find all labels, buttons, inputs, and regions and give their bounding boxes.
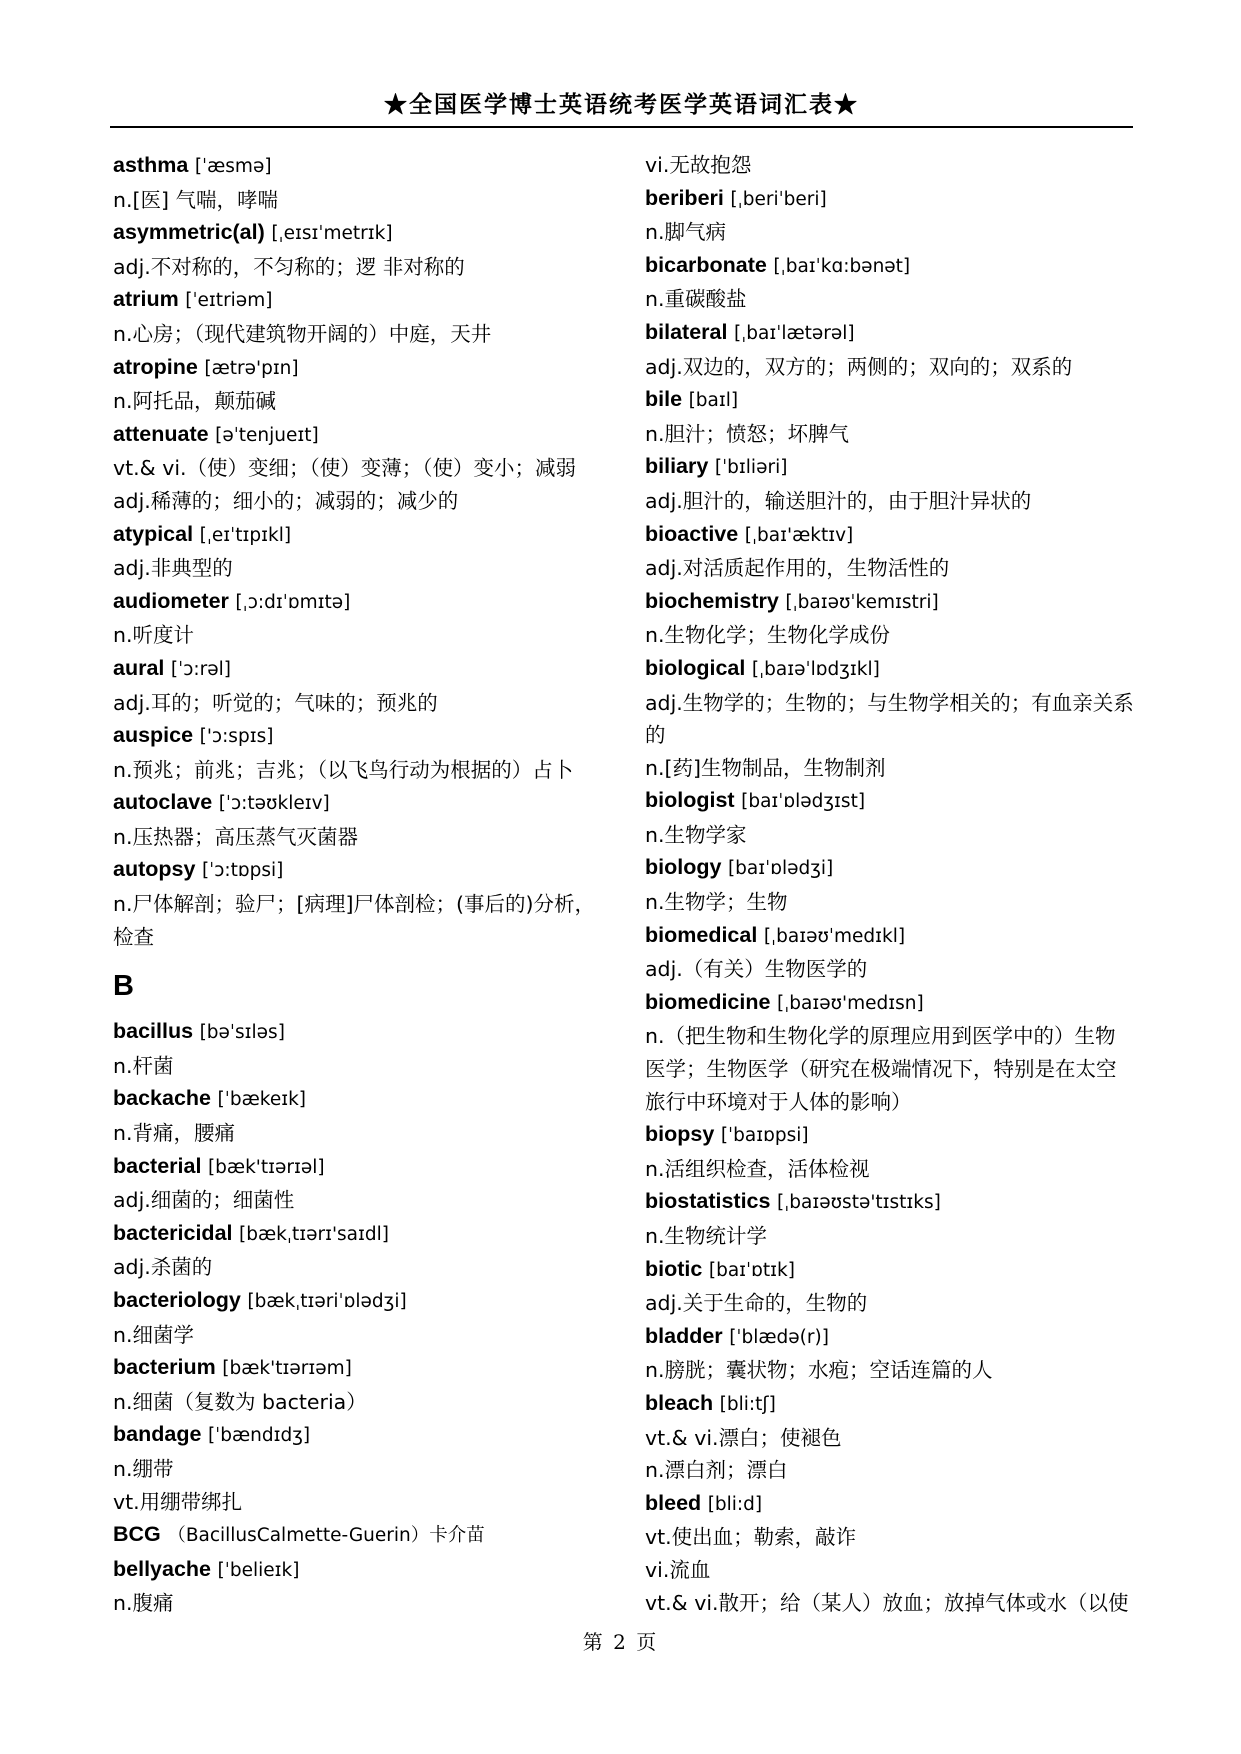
entry-word: autopsy — [113, 857, 196, 882]
entry-headline — [645, 182, 1135, 217]
page-number: 第 2 页 — [582, 1630, 659, 1654]
entry-headline — [113, 518, 603, 553]
entry-headline — [645, 1185, 1135, 1220]
entry-definition: vi.流血 — [645, 1557, 711, 1582]
entry-headline — [113, 1553, 603, 1588]
entry-phonetic: [ˈbɪliəri] — [714, 457, 788, 479]
entry-phonetic: [bækˌtɪəriˈɒlədʒi] — [247, 1291, 407, 1312]
entry-word: bile — [645, 387, 683, 412]
entry-phonetic: [bli:d] — [707, 1493, 763, 1515]
entry-phonetic: [ˌbaɪəʊˈkemɪstri] — [785, 591, 939, 613]
entry-word: bilateral — [645, 319, 728, 344]
entry-phonetic: [ˈɔ:tɒpsi] — [201, 860, 284, 882]
entry-phonetic: [bæk'tɪərɪəm] — [222, 1358, 352, 1380]
entry-phonetic: [ˌeɪˈtɪpɪkl] — [199, 524, 292, 546]
entry-definition: adj.对活质起作用的，生物活性的 — [645, 556, 950, 581]
entry-word: bacterial — [113, 1153, 202, 1178]
entry-word: audiometer — [113, 588, 229, 613]
entry-word: bactericidal — [113, 1220, 233, 1245]
entry-word: biomedical — [645, 922, 758, 947]
entry-phonetic: [ˌbaɪəʊstə'tɪstɪks] — [776, 1192, 941, 1214]
entry-definition: n.重碳酸盐 — [645, 287, 747, 312]
entry-phonetic: [baɪˈɒlədʒɪst] — [741, 791, 866, 813]
entry-phonetic: [ˈbaɪɒpsi] — [720, 1125, 809, 1147]
entry-definition: n.膀胱；囊状物；水疱；空话连篇的人 — [645, 1358, 993, 1383]
entry-definition: n.预兆；前兆；吉兆；（以飞鸟行动为根据的）占卜 — [113, 757, 574, 782]
entry-word: biology — [645, 855, 722, 880]
entry-headline — [645, 919, 1135, 954]
entry-definition: adj.不对称的，不匀称的；逻 非对称的 — [113, 254, 465, 279]
entry-headline — [113, 1150, 603, 1185]
entry-word: bioactive — [645, 521, 739, 546]
entry-headline — [113, 418, 603, 453]
entry-phonetic: [ˌbaɪəˈlɒdʒɪkl] — [751, 658, 880, 680]
entry-phonetic: [ˌberiˈberi] — [730, 188, 827, 210]
entry-headline — [645, 784, 1135, 819]
entry-word: backache — [113, 1086, 212, 1111]
left-column — [113, 149, 603, 1620]
entry-phonetic: [baɪˈɒtɪk] — [708, 1259, 795, 1281]
entry-headline — [113, 216, 603, 251]
entry-headline — [113, 1082, 603, 1117]
entry-headline — [645, 249, 1135, 284]
entry-definition: n.阿托品，颠茄碱 — [113, 389, 277, 414]
entry-headline — [645, 1253, 1135, 1288]
entry-headline — [113, 853, 603, 888]
entry-headline — [113, 1284, 603, 1319]
entry-word: bicarbonate — [645, 252, 767, 277]
entry-definition: n.杆菌 — [113, 1053, 174, 1078]
entry-word: asthma — [113, 153, 189, 177]
entry-definition: n.脚气病 — [645, 220, 727, 245]
entry-headline — [113, 1217, 603, 1252]
entry-headline — [113, 149, 603, 184]
entry-definition: n.腹痛 — [113, 1591, 174, 1616]
entry-definition: vi.无故抱怨 — [645, 153, 752, 177]
entry-word: biochemistry — [645, 588, 779, 613]
entry-definition: adj.杀菌的 — [113, 1255, 213, 1280]
entry-phonetic: [əˈtenjueɪt] — [215, 424, 319, 446]
entry-headline — [645, 1487, 1135, 1522]
entry-word: auspice — [113, 723, 194, 748]
page-header-title: ★全国医学博士英语统考医学英语词汇表★ — [384, 91, 859, 118]
entry-headline — [113, 786, 603, 821]
entry-word: BCG — [113, 1522, 161, 1547]
entry-definition: n.生物统计学 — [645, 1224, 768, 1248]
entry-headline — [113, 1518, 603, 1553]
entry-word: biopsy — [645, 1122, 715, 1147]
entry-definition: n.[药]生物制品，生物制剂 — [645, 755, 886, 780]
entry-definition: n.细菌学 — [113, 1322, 195, 1347]
entry-definition: adj.耳的；听觉的；气味的；预兆的 — [113, 690, 438, 715]
entry-phonetic: [bəˈsɪləs] — [199, 1022, 285, 1044]
entry-definition: n.细菌（复数为 bacteria） — [113, 1389, 367, 1414]
entry-headline — [645, 1387, 1135, 1422]
entry-headline — [113, 1418, 603, 1453]
entry-headline — [113, 585, 603, 620]
entry-definition: adj.关于生命的，生物的 — [645, 1291, 868, 1316]
entry-word: bleach — [645, 1390, 714, 1415]
entry-phonetic: [ˈeɪtriəm] — [185, 290, 273, 312]
entry-definition: n.[医] 气喘，哮喘 — [113, 187, 279, 212]
entry-phonetic: [ˌbaɪəʊ'medɪsn] — [776, 992, 924, 1014]
entry-word: bacteriology — [113, 1288, 241, 1312]
entry-headline — [645, 316, 1135, 351]
entry-definition: n.背痛，腰痛 — [113, 1121, 236, 1146]
entry-phonetic: [ˌeɪsɪˈmetrɪk] — [271, 223, 393, 245]
entry-definition: n.活组织检查，活体检视 — [645, 1156, 870, 1181]
entry-phonetic: [ˌbaɪəʊˈmedɪkl] — [763, 925, 906, 947]
entry-definition: vt.& vi.散开；给（某人）放血；放掉气体或水（以使 — [645, 1590, 1129, 1615]
entry-phonetic: [baɪl] — [688, 390, 739, 412]
entry-phonetic: [ˌbaɪˈlætərəl] — [733, 322, 855, 344]
entry-word: bellyache — [113, 1556, 211, 1581]
entry-definition: vt.& vi.（使）变细；（使）变薄；（使）变小；减弱 — [113, 456, 577, 481]
entry-word: bandage — [113, 1422, 202, 1447]
entry-phonetic: ['ɔ:spɪs] — [199, 726, 274, 748]
entry-word: asymmetric(al) — [113, 220, 265, 245]
entry-word: atrium — [113, 287, 179, 312]
entry-definition: adj.胆汁的，输送胆汁的，由于胆汁异状的 — [645, 488, 1032, 513]
entry-word: beriberi — [645, 185, 724, 210]
entry-definition: vt.& vi.漂白；使褪色 — [645, 1425, 842, 1450]
entry-headline — [645, 383, 1135, 418]
entry-word: bacillus — [113, 1019, 194, 1044]
entry-word: biomedicine — [645, 989, 771, 1014]
entry-word: biological — [645, 655, 746, 680]
entry-definition: adj.生物学的；生物的；与生物学相关的；有血亲关系的 — [645, 690, 1134, 748]
entry-definition: adj.稀薄的；细小的；减弱的；减少的 — [113, 488, 459, 513]
entry-phonetic: [ˌbaɪˈkɑ:bənət] — [773, 255, 911, 277]
entry-definition: vt.用绷带绑扎 — [113, 1489, 243, 1514]
entry-headline — [113, 283, 603, 318]
entry-headline — [113, 351, 603, 386]
entry-headline — [113, 1351, 603, 1386]
entry-definition: adj.双边的，双方的；两侧的；双向的；双系的 — [645, 354, 1073, 379]
entry-definition: n.心房；（现代建筑物开阔的）中庭，天井 — [113, 321, 492, 346]
entry-definition: n.听度计 — [113, 623, 195, 648]
entry-phonetic: [ˈblædə(r)] — [729, 1326, 829, 1348]
entry-word: bleed — [645, 1490, 702, 1515]
entry-phonetic: [ˈɔ:təʊkleɪv] — [218, 793, 330, 815]
entry-headline — [645, 652, 1135, 687]
entry-headline — [645, 986, 1135, 1021]
entry-definition: n.（把生物和生物化学的原理应用到医学中的）生物医学；生物医学（研究在极端情况下，特别是在太空旅行中环境对于人体的影响） — [645, 1024, 1117, 1114]
entry-definition: adj.细菌的；细菌性 — [113, 1188, 295, 1213]
entry-word: aural — [113, 655, 165, 680]
entry-phonetic: [ˈæsmə] — [194, 156, 272, 177]
entry-word: atypical — [113, 521, 194, 546]
entry-phonetic: [ˈbelieɪk] — [217, 1559, 300, 1581]
entry-phonetic: [bækˌtɪərɪ'saɪdl] — [239, 1223, 389, 1245]
entry-definition: adj.非典型的 — [113, 556, 233, 581]
entry-headline — [645, 1320, 1135, 1355]
entry-definition: adj.（有关）生物医学的 — [645, 957, 868, 982]
entry-word: atropine — [113, 354, 198, 379]
entry-phonetic: [ˈbækeɪk] — [217, 1089, 306, 1111]
entry-definition: n.胆汁；愤怒；坏脾气 — [645, 421, 850, 446]
entry-word: bacterium — [113, 1355, 216, 1380]
entry-phonetic: [ˈbændɪdʒ] — [207, 1425, 311, 1447]
entry-phonetic: [ˈɔ:rəl] — [170, 658, 231, 680]
entry-headline — [645, 450, 1135, 485]
entry-definition: n.生物学家 — [645, 822, 747, 847]
section-heading: B — [113, 970, 134, 1003]
entry-definition: n.绷带 — [113, 1456, 174, 1481]
right-column — [645, 149, 1135, 1619]
entry-headline — [113, 652, 603, 687]
entry-phonetic: [ˌɔ:dɪˈɒmɪtə] — [235, 591, 351, 613]
entry-headline — [645, 585, 1135, 620]
entry-word: biostatistics — [645, 1189, 771, 1214]
entry-definition: n.漂白剂；漂白 — [645, 1458, 788, 1483]
entry-definition: n.压热器；高压蒸气灭菌器 — [113, 824, 359, 849]
header-rule — [110, 126, 1133, 128]
entry-phonetic: [ætrə'pɪn] — [204, 357, 299, 379]
entry-word: biotic — [645, 1256, 703, 1281]
entry-headline — [645, 1118, 1135, 1153]
entry-phonetic: [ˌbaɪ'æktɪv] — [744, 524, 854, 546]
entry-headline — [113, 1015, 603, 1050]
entry-word: attenuate — [113, 421, 209, 446]
entry-word: biologist — [645, 788, 735, 813]
entry-definition: n.尸体解剖；验尸；[病理]尸体剖检；(事后的)分析，检查 — [113, 892, 595, 949]
entry-headline — [113, 719, 603, 754]
entry-headline — [645, 851, 1135, 886]
entry-definition: n.生物化学；生物化学成份 — [645, 623, 891, 648]
entry-word: autoclave — [113, 790, 213, 815]
entry-phonetic: [bli:tʃ] — [719, 1393, 776, 1415]
entry-phonetic: （BacillusCalmette-Guerin）卡介苗 — [167, 1525, 485, 1547]
entry-word: biliary — [645, 454, 709, 479]
entry-headline — [645, 518, 1135, 553]
entry-phonetic: [bæk'tɪərɪəl] — [207, 1156, 325, 1178]
entry-phonetic: [baɪˈɒlədʒi] — [727, 858, 834, 880]
entry-definition: n.生物学；生物 — [645, 890, 788, 915]
entry-word: bladder — [645, 1323, 723, 1348]
entry-definition: vt.使出血；勒索，敲诈 — [645, 1525, 857, 1550]
